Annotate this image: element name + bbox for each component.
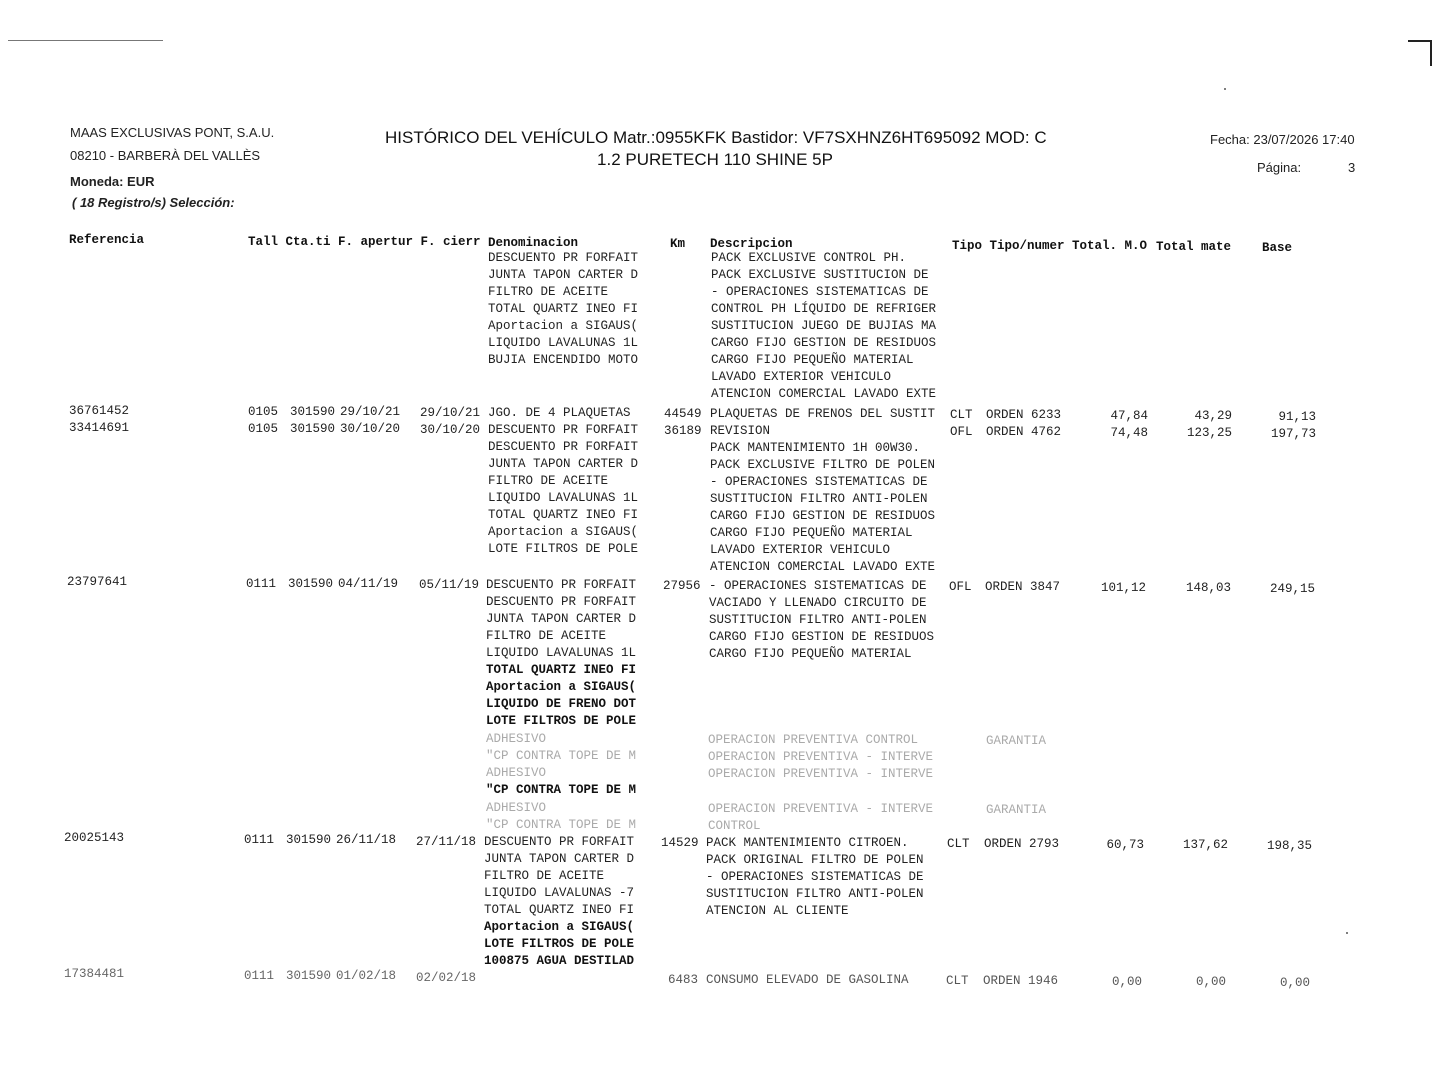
tipo-numero: ORDEN 2793 bbox=[984, 837, 1060, 851]
base: 197,73 bbox=[1270, 427, 1316, 441]
col-base: Base bbox=[1262, 241, 1293, 255]
total-mo: 47,84 bbox=[1110, 409, 1148, 423]
fecha-apertura: 26/11/18 bbox=[336, 833, 397, 847]
col-descripcion: Descripcion bbox=[710, 237, 793, 251]
denominacion-line: JUNTA TAPON CARTER D bbox=[484, 852, 635, 866]
denominacion-line: LOTE FILTROS DE POLE bbox=[484, 937, 635, 951]
scan-border-line bbox=[8, 40, 163, 41]
col-referencia: Referencia bbox=[69, 233, 145, 247]
descripcion-line: CARGO FIJO PEQUEÑO MATERIAL bbox=[710, 526, 913, 540]
denominacion-line: DESCUENTO PR FORFAIT bbox=[488, 440, 639, 454]
denominacion-line: ADHESIVO bbox=[486, 732, 547, 746]
denominacion-line: LIQUIDO LAVALUNAS -7 bbox=[484, 886, 635, 900]
descripcion-line: CARGO FIJO PEQUEÑO MATERIAL bbox=[711, 353, 914, 367]
cuenta: 301590 bbox=[290, 422, 336, 436]
descripcion-line: OPERACION PREVENTIVA - INTERVE bbox=[708, 750, 934, 764]
denominacion-line: TOTAL QUARTZ INEO FI bbox=[484, 903, 635, 917]
col-total-mo: Total. M.O bbox=[1072, 239, 1148, 253]
km: 36189 bbox=[664, 424, 702, 438]
denominacion-line: TOTAL QUARTZ INEO FI bbox=[488, 302, 639, 316]
descripcion-line: CARGO FIJO PEQUEÑO MATERIAL bbox=[709, 647, 912, 661]
tipo-numero: ORDEN 6233 bbox=[986, 408, 1062, 422]
ref-number: 36761452 bbox=[69, 404, 130, 418]
descripcion-line: LAVADO EXTERIOR VEHICULO bbox=[710, 543, 891, 557]
descripcion-line: CONSUMO ELEVADO DE GASOLINA bbox=[706, 973, 909, 987]
descripcion-line: CARGO FIJO GESTION DE RESIDUOS bbox=[710, 509, 936, 523]
total-mo: 60,73 bbox=[1106, 838, 1144, 852]
descripcion-line: PACK EXCLUSIVE FILTRO DE POLEN bbox=[710, 458, 936, 472]
tipo: CLT bbox=[946, 974, 969, 988]
taller: 0111 bbox=[244, 833, 275, 847]
denominacion-line: BUJIA ENCENDIDO MOTO bbox=[488, 353, 639, 367]
descripcion-line: SUSTITUCION FILTRO ANTI-POLEN bbox=[706, 887, 924, 901]
scan-speck bbox=[1224, 88, 1226, 90]
total-mate: 123,25 bbox=[1186, 426, 1232, 440]
km: 6483 bbox=[668, 973, 699, 987]
denominacion-line: JUNTA TAPON CARTER D bbox=[488, 268, 639, 282]
base: 0,00 bbox=[1279, 976, 1310, 990]
descripcion-line: CARGO FIJO GESTION DE RESIDUOS bbox=[711, 336, 937, 350]
descripcion-line: PACK ORIGINAL FILTRO DE POLEN bbox=[706, 853, 924, 867]
descripcion-line: PACK EXCLUSIVE CONTROL PH. bbox=[711, 251, 907, 265]
denominacion-line: 100875 AGUA DESTILAD bbox=[484, 954, 635, 968]
descripcion-line: VACIADO Y LLENADO CIRCUITO DE bbox=[709, 596, 927, 610]
descripcion-line: OPERACION PREVENTIVA CONTROL bbox=[708, 733, 919, 747]
col-denominacion: Denominacion bbox=[488, 236, 579, 250]
scan-speck bbox=[1346, 932, 1348, 934]
ref-number: 17384481 bbox=[64, 967, 125, 981]
taller: 0111 bbox=[246, 577, 277, 591]
page-number: 3 bbox=[1348, 160, 1356, 175]
denominacion-line: DESCUENTO PR FORFAIT bbox=[486, 578, 637, 592]
descripcion-line: - OPERACIONES SISTEMATICAS DE bbox=[710, 475, 928, 489]
fecha-cierre: 27/11/18 bbox=[416, 835, 477, 849]
km: 14529 bbox=[661, 836, 699, 850]
descripcion-line: ATENCION COMERCIAL LAVADO EXTE bbox=[710, 560, 936, 574]
tipo: OFL bbox=[950, 425, 973, 439]
tipo-numero: ORDEN 1946 bbox=[983, 974, 1059, 988]
denominacion-line: Aportacion a SIGAUS( bbox=[484, 920, 635, 934]
page-title bbox=[385, 128, 1045, 170]
denominacion-line: FILTRO DE ACEITE bbox=[488, 474, 609, 488]
base: 249,15 bbox=[1269, 582, 1315, 596]
total-mate: 0,00 bbox=[1195, 975, 1226, 989]
fecha-apertura: 29/10/21 bbox=[340, 405, 401, 419]
descripcion-line: ATENCION COMERCIAL LAVADO EXTE bbox=[711, 387, 937, 401]
denominacion-line: LIQUIDO LAVALUNAS 1L bbox=[488, 491, 639, 505]
descripcion-line: ATENCION AL CLIENTE bbox=[706, 904, 849, 918]
fecha-cierre: 29/10/21 bbox=[420, 406, 481, 420]
total-mo: 74,48 bbox=[1110, 426, 1148, 440]
taller: 0105 bbox=[248, 422, 279, 436]
ref-number: 23797641 bbox=[67, 575, 128, 589]
denominacion-line: JUNTA TAPON CARTER D bbox=[488, 457, 639, 471]
descripcion-line: PACK MANTENIMIENTO 1H 00W30. bbox=[710, 441, 921, 455]
descripcion-line: PLAQUETAS DE FRENOS DEL SUSTIT bbox=[710, 407, 936, 421]
col-tall-cta-fechas: Tall Cta.ti F. apertur F. cierr bbox=[248, 235, 481, 249]
descripcion-line: CONTROL bbox=[708, 819, 761, 833]
denominacion-line: LOTE FILTROS DE POLE bbox=[486, 714, 637, 728]
tipo: CLT bbox=[950, 408, 973, 422]
base: 91,13 bbox=[1278, 410, 1316, 424]
km: 27956 bbox=[663, 579, 701, 593]
descripcion-line: - OPERACIONES SISTEMATICAS DE bbox=[706, 870, 924, 884]
title-line-2: 1.2 PURETECH 110 SHINE 5P bbox=[597, 150, 833, 169]
denominacion-line: DESCUENTO PR FORFAIT bbox=[486, 595, 637, 609]
total-mate: 43,29 bbox=[1194, 409, 1232, 423]
denominacion-line: "CP CONTRA TOPE DE M bbox=[486, 818, 637, 832]
col-km: Km bbox=[670, 237, 686, 251]
tipo: OFL bbox=[949, 580, 972, 594]
descripcion-line: REVISION bbox=[710, 424, 771, 438]
denominacion-line: DESCUENTO PR FORFAIT bbox=[484, 835, 635, 849]
company-name: MAAS EXCLUSIVAS PONT, S.A.U. bbox=[70, 125, 275, 140]
descripcion-line: SUSTITUCION FILTRO ANTI-POLEN bbox=[710, 492, 928, 506]
cuenta: 301590 bbox=[288, 577, 334, 591]
scan-corner-mark bbox=[1408, 40, 1432, 66]
tipo: CLT bbox=[947, 837, 970, 851]
denominacion-line: "CP CONTRA TOPE DE M bbox=[486, 783, 637, 797]
denominacion-line: LOTE FILTROS DE POLE bbox=[488, 542, 639, 556]
cuenta: 301590 bbox=[286, 969, 332, 983]
denominacion-line: TOTAL QUARTZ INEO FI bbox=[488, 508, 639, 522]
total-mate: 137,62 bbox=[1182, 838, 1228, 852]
fecha-apertura: 30/10/20 bbox=[340, 422, 401, 436]
descripcion-line: SUSTITUCION FILTRO ANTI-POLEN bbox=[709, 613, 927, 627]
tipo-numero: GARANTIA bbox=[986, 734, 1047, 748]
company-address: 08210 - BARBERÀ DEL VALLÈS bbox=[70, 148, 261, 163]
descripcion-line: - OPERACIONES SISTEMATICAS DE bbox=[709, 579, 927, 593]
tipo-numero: ORDEN 3847 bbox=[985, 580, 1061, 594]
ref-number: 20025143 bbox=[64, 831, 125, 845]
denominacion-line: JUNTA TAPON CARTER D bbox=[486, 612, 637, 626]
denominacion-line: Aportacion a SIGAUS( bbox=[488, 319, 639, 333]
denominacion-line: LIQUIDO DE FRENO DOT bbox=[486, 697, 637, 711]
taller: 0111 bbox=[244, 969, 275, 983]
total-mo: 0,00 bbox=[1111, 975, 1142, 989]
total-mo: 101,12 bbox=[1100, 581, 1146, 595]
denominacion-line: FILTRO DE ACEITE bbox=[486, 629, 607, 643]
fecha-apertura: 01/02/18 bbox=[336, 969, 397, 983]
descripcion-line: OPERACION PREVENTIVA - INTERVE bbox=[708, 802, 934, 816]
denominacion-line: FILTRO DE ACEITE bbox=[484, 869, 605, 883]
records-selection: ( 18 Registro/s) Selección: bbox=[72, 195, 235, 210]
denominacion-line: JGO. DE 4 PLAQUETAS bbox=[488, 406, 631, 420]
denominacion-line: ADHESIVO bbox=[486, 766, 547, 780]
denominacion-line: FILTRO DE ACEITE bbox=[488, 285, 609, 299]
page-label: Página: bbox=[1257, 160, 1302, 175]
denominacion-line: ADHESIVO bbox=[486, 801, 547, 815]
denominacion-line: TOTAL QUARTZ INEO FI bbox=[486, 663, 637, 677]
tipo-numero: ORDEN 4762 bbox=[986, 425, 1062, 439]
currency: Moneda: EUR bbox=[70, 174, 155, 189]
fecha-cierre: 05/11/19 bbox=[419, 578, 480, 592]
report-date: Fecha: 23/07/2026 17:40 bbox=[1210, 132, 1355, 147]
denominacion-line: LIQUIDO LAVALUNAS 1L bbox=[486, 646, 637, 660]
taller: 0105 bbox=[248, 405, 279, 419]
denominacion-line: Aportacion a SIGAUS( bbox=[488, 525, 639, 539]
denominacion-line: "CP CONTRA TOPE DE M bbox=[486, 749, 637, 763]
denominacion-line: Aportacion a SIGAUS( bbox=[486, 680, 637, 694]
denominacion-line: LIQUIDO LAVALUNAS 1L bbox=[488, 336, 639, 350]
descripcion-line: SUSTITUCION JUEGO DE BUJIAS MA bbox=[711, 319, 937, 333]
km: 44549 bbox=[664, 407, 702, 421]
descripcion-line: CARGO FIJO GESTION DE RESIDUOS bbox=[709, 630, 935, 644]
denominacion-line: DESCUENTO PR FORFAIT bbox=[488, 423, 639, 437]
base: 198,35 bbox=[1266, 839, 1312, 853]
cuenta: 301590 bbox=[290, 405, 336, 419]
col-total-mate: Total mate bbox=[1156, 240, 1232, 254]
descripcion-line: OPERACION PREVENTIVA - INTERVE bbox=[708, 767, 934, 781]
descripcion-line: LAVADO EXTERIOR VEHICULO bbox=[711, 370, 892, 384]
col-tipo: Tipo Tipo/numer bbox=[952, 239, 1065, 253]
descripcion-line: CONTROL PH LÍQUIDO DE REFRIGER bbox=[711, 302, 937, 316]
denominacion-line: DESCUENTO PR FORFAIT bbox=[488, 251, 639, 265]
descripcion-line: PACK EXCLUSIVE SUSTITUCION DE bbox=[711, 268, 929, 282]
descripcion-line: - OPERACIONES SISTEMATICAS DE bbox=[711, 285, 929, 299]
cuenta: 301590 bbox=[286, 833, 332, 847]
total-mate: 148,03 bbox=[1185, 581, 1231, 595]
ref-number: 33414691 bbox=[69, 421, 130, 435]
fecha-apertura: 04/11/19 bbox=[338, 577, 399, 591]
fecha-cierre: 02/02/18 bbox=[416, 971, 477, 985]
title-line-1: HISTÓRICO DEL VEHÍCULO Matr.:0955KFK Bastidor: VF7SXHNZ6HT695092 MOD: C bbox=[385, 128, 1047, 147]
descripcion-line: PACK MANTENIMIENTO CITROEN. bbox=[706, 836, 909, 850]
tipo-numero: GARANTIA bbox=[986, 803, 1047, 817]
fecha-cierre: 30/10/20 bbox=[420, 423, 481, 437]
